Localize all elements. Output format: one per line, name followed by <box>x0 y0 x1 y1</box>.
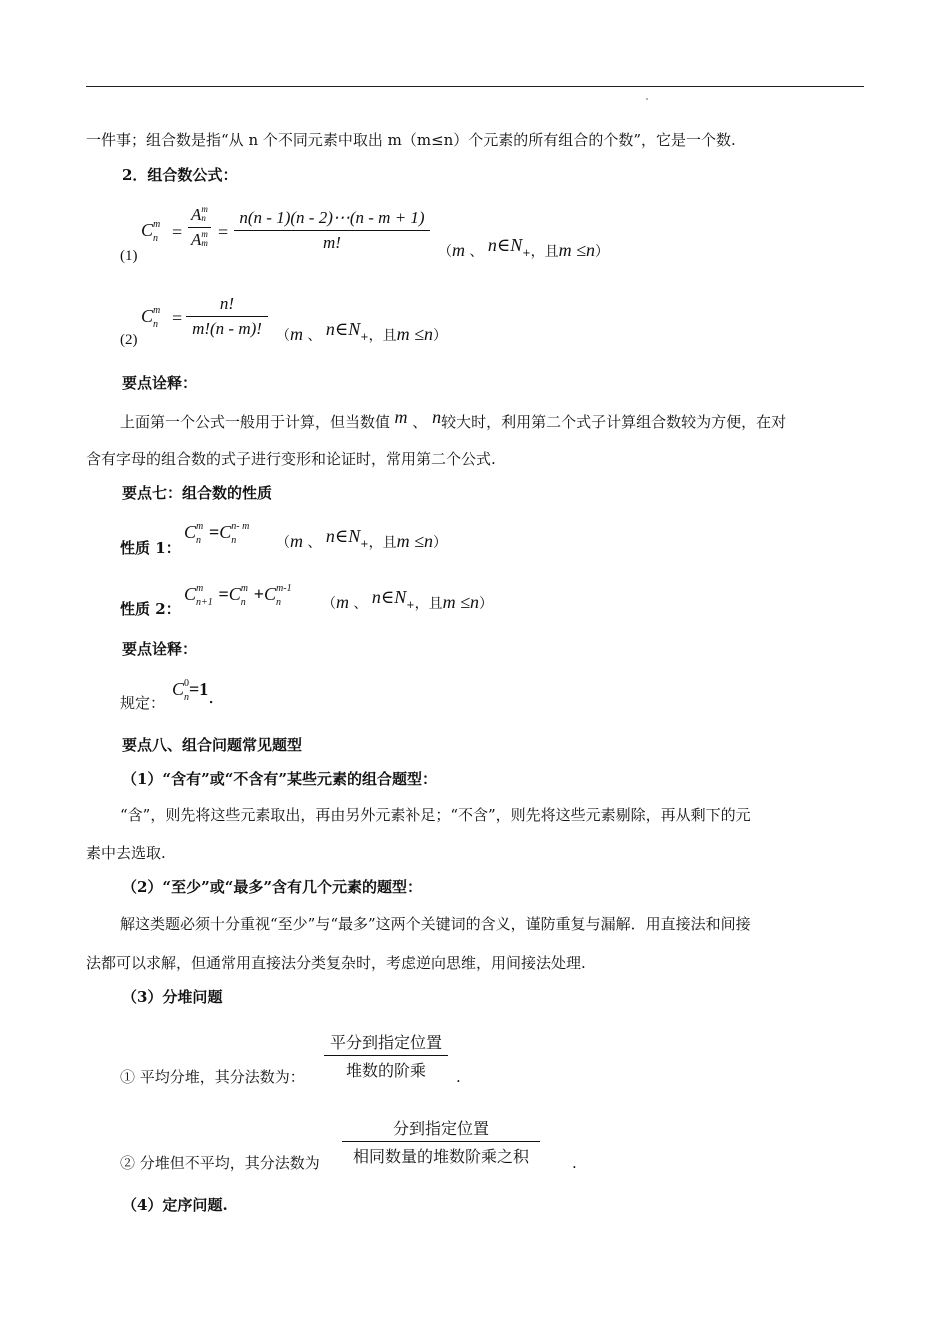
property-2-condition: （m 、 n∈N+，且m ≤n） <box>322 587 494 612</box>
heading-problem-types: 要点八、组合问题常见题型 <box>122 736 303 754</box>
type-1-line-1: “含”，则先将这些元素取出，再由另外元素补足；“不含”，则先将这些元素剔除，再从剩下的元 <box>120 806 751 824</box>
heading-properties: 要点七：组合数的性质 <box>122 484 273 502</box>
type-3-title: （3）分堆问题 <box>122 988 223 1006</box>
type-2-line-2: 法都可以求解，但通常用直接法分类复杂时，考虑逆向思维，用间接法处理. <box>86 954 586 972</box>
paragraph-definition: 一件事；组合数是指“从 n 个不同元素中取出 m（m≤n）个元素的所有组合的个数”，它是一个数. <box>86 131 736 149</box>
type-3-item-2-fraction: 分到指定位置 相同数量的堆数阶乘之积 <box>342 1116 540 1167</box>
note-1-line-2: 含有字母的组合数的式子进行变形和论证时，常用第二个公式. <box>86 450 496 468</box>
property-1-label: 性质 1： <box>120 539 181 557</box>
formula-2-rhs: $\frac{n!}{m!(n - m)!}$ <box>186 294 268 339</box>
type-3-item-1-text: ① 平均分堆，其分法数为： <box>120 1068 305 1086</box>
formula-1-condition: （m 、 n∈N+，且m ≤n） <box>438 235 610 260</box>
note-1-line-1: 上面第一个公式一般用于计算，但当数值 m 、 n较大时，利用第二个式子计算组合数较为方便，在对 <box>120 407 787 431</box>
rule-label: 规定： <box>120 694 166 712</box>
formula-2-lhs: C m n <box>141 305 161 330</box>
type-1-line-2: 素中去选取. <box>86 844 166 862</box>
property-2-label: 性质 2： <box>120 600 181 618</box>
formula-2-condition: （m 、 n∈N+，且m ≤n） <box>276 319 448 344</box>
property-1-formula: C m n =C n- m n <box>184 521 250 546</box>
formula-1-eq1: = <box>172 222 183 242</box>
rule-formula: C 0 n =1. <box>172 678 215 708</box>
formula-1-label: (1) <box>120 248 138 264</box>
heading-formula: 2．组合数公式： <box>122 166 238 184</box>
formula-2-eq: = <box>172 308 183 328</box>
heading-note-1: 要点诠释： <box>122 374 198 392</box>
type-3-item-2-period: . <box>572 1154 577 1172</box>
formula-1-rhs: $\frac{n(n - 1)(n - 2)\cdots(n - m + 1)}{m!}$ <box>234 208 430 253</box>
formula-1-eq2: = <box>218 222 229 242</box>
formula-2-label: (2) <box>120 332 138 348</box>
type-2-line-1: 解这类题必须十分重视“至少”与“最多”这两个关键词的含义，谨防重复与漏解．用直接法和间接 <box>120 915 751 933</box>
heading-note-2: 要点诠释： <box>122 640 198 658</box>
formula-1-a-ratio: A m n A m m <box>188 205 211 250</box>
type-1-title: （1）“含有”或“不含有”某些元素的组合题型： <box>122 770 437 788</box>
type-2-title: （2）“至少”或“最多”含有几个元素的题型： <box>122 878 422 896</box>
formula-1-lhs: C m n <box>141 219 161 244</box>
property-2-formula: C m n+1 =C m n +C m-1 n <box>184 583 292 608</box>
type-3-item-1-period: . <box>456 1068 461 1086</box>
property-1-condition: （m 、 n∈N+，且m ≤n） <box>276 526 448 551</box>
type-3-item-2-text: ② 分堆但不平均，其分法数为 <box>120 1154 320 1172</box>
type-3-item-1-fraction: 平分到指定位置 堆数的阶乘 <box>324 1030 448 1081</box>
header-rule <box>86 86 864 87</box>
type-4-title: （4）定序问题. <box>122 1196 228 1214</box>
header-dot <box>646 98 648 100</box>
